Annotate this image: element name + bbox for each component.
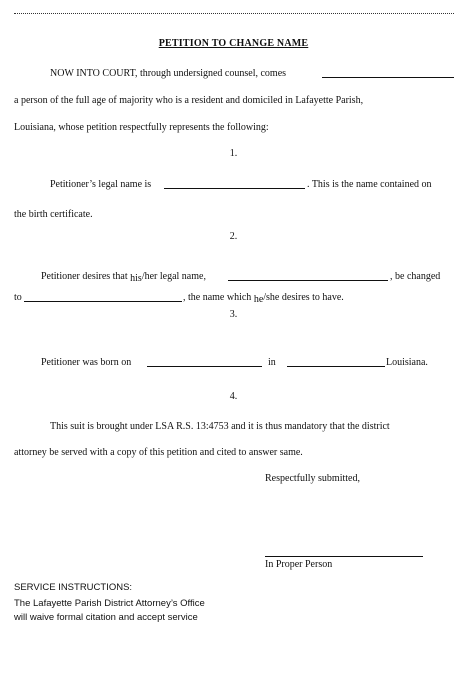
para2-tail: , be changed	[390, 271, 441, 282]
para2-his: his	[130, 273, 142, 284]
para4-line-1: This suit is brought under LSA R.S. 13:4753 and it is thus mandatory that the district	[50, 421, 390, 432]
para2-lead-a: Petitioner desires that	[41, 271, 131, 282]
para2-lead	[41, 271, 206, 283]
birth-place-blank[interactable]	[287, 366, 385, 367]
legal-name-blank[interactable]	[164, 188, 305, 189]
para2-mid-c: /she desires to have.	[263, 292, 344, 303]
paragraph-number-1: 1.	[229, 148, 238, 159]
para2-to: to	[14, 292, 22, 303]
intro-line-2: a person of the full age of majority who is a resident and domiciled in Lafayette Parish,	[14, 95, 364, 106]
new-name-blank[interactable]	[24, 301, 182, 302]
service-line-1: The Lafayette Parish District Attorney’s Office	[14, 598, 205, 609]
paragraph-number-2: 2.	[229, 231, 238, 242]
para1-lead: Petitioner’s legal name is	[50, 179, 152, 190]
petitioner-name-blank[interactable]	[322, 77, 454, 78]
current-name-blank[interactable]	[228, 280, 388, 281]
para2-mid	[183, 292, 344, 304]
signature-line[interactable]	[265, 556, 423, 557]
para3-state: Louisiana.	[386, 357, 428, 368]
para1-tail: . This is the name contained on	[307, 179, 432, 190]
paragraph-number-4: 4.	[229, 391, 238, 402]
respectfully-submitted: Respectfully submitted,	[265, 473, 360, 484]
paragraph-number-3: 3.	[229, 309, 238, 320]
document-title: PETITION TO CHANGE NAME	[158, 38, 309, 49]
service-instructions-heading: SERVICE INSTRUCTIONS:	[14, 582, 133, 593]
para2-he: he	[253, 294, 264, 305]
in-proper-person: In Proper Person	[265, 559, 333, 570]
intro-line-3: Louisiana, whose petition respectfully represents the following:	[14, 122, 269, 133]
birth-date-blank[interactable]	[147, 366, 262, 367]
intro-line-1: NOW INTO COURT, through undersigned counsel, comes	[50, 68, 287, 79]
para3-lead: Petitioner was born on	[41, 357, 132, 368]
para1-line-2: the birth certificate.	[14, 209, 93, 220]
service-line-2: will waive formal citation and accept service	[14, 612, 198, 623]
para2-lead-c: /her legal name,	[141, 271, 206, 282]
para3-in: in	[268, 357, 276, 368]
para4-line-2: attorney be served with a copy of this petition and cited to answer same.	[14, 447, 303, 458]
para2-mid-a: , the name which	[183, 292, 254, 303]
top-dotted-rule	[14, 13, 454, 14]
